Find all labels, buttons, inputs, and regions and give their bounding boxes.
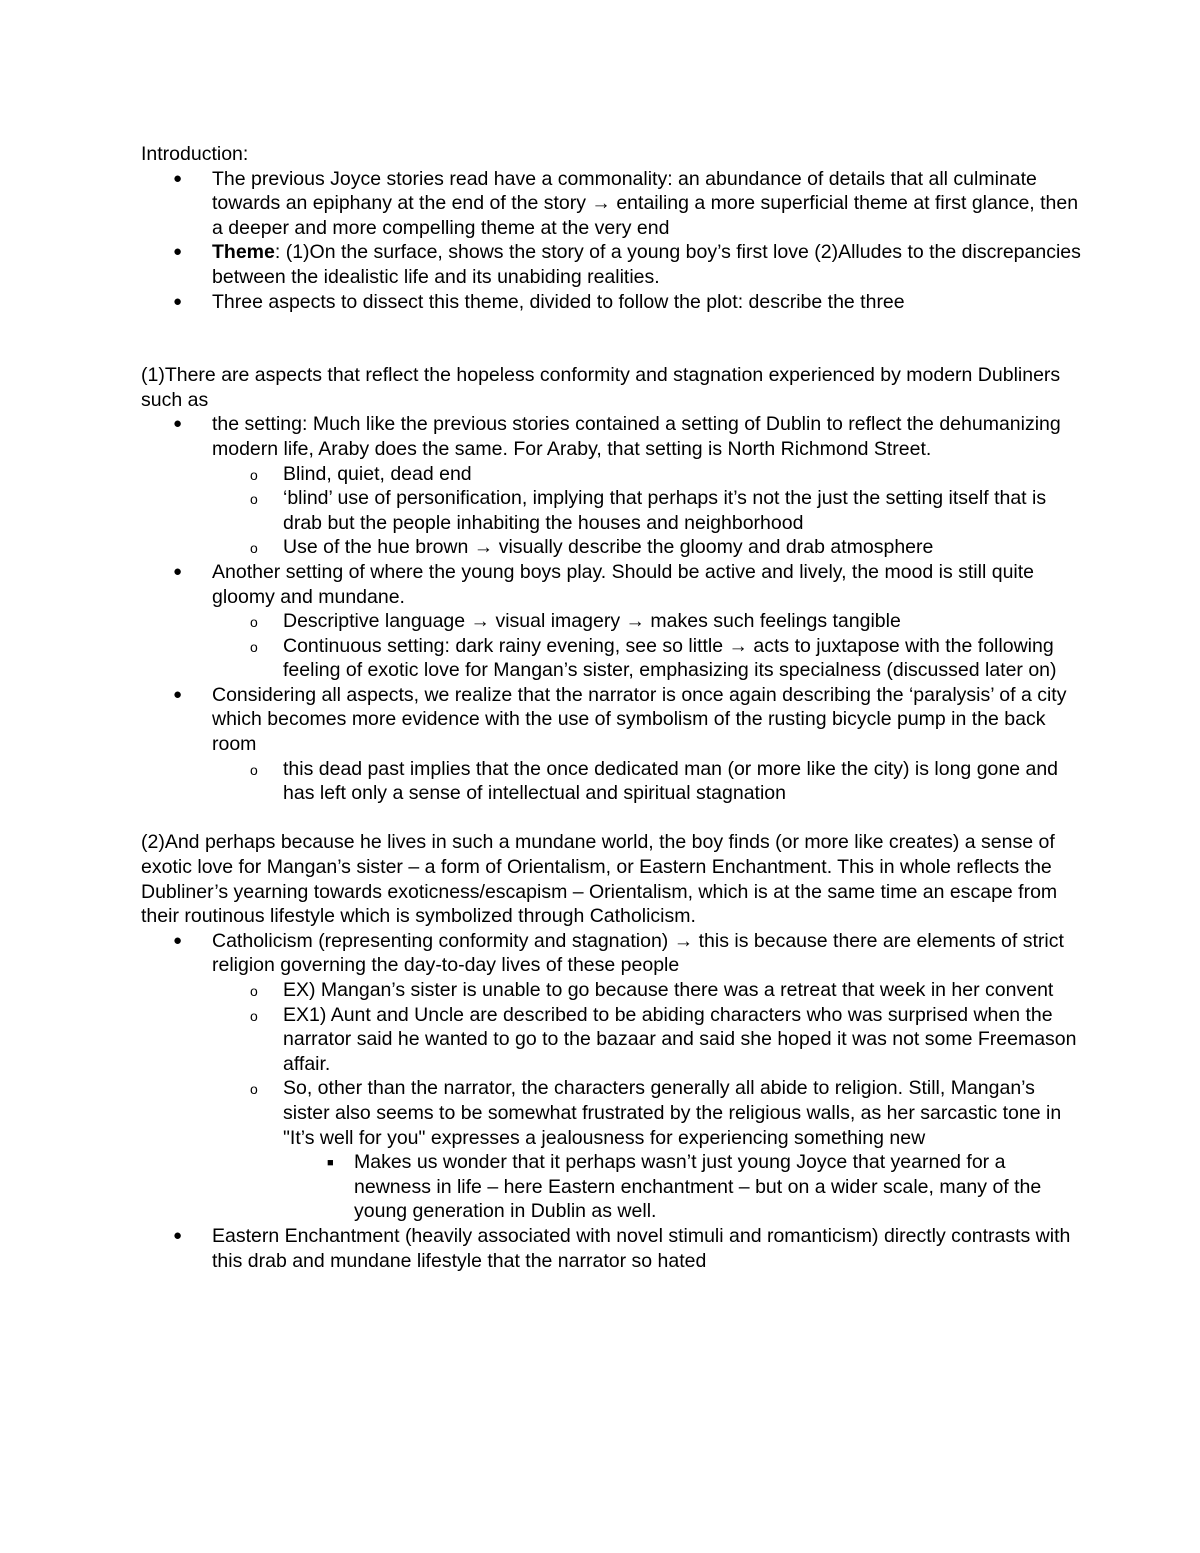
sub-list bbox=[250, 609, 1081, 683]
sub-list-item bbox=[212, 978, 1081, 1003]
sub-sub-list-item bbox=[283, 1150, 1081, 1224]
circle-bullet-icon: o bbox=[250, 614, 258, 631]
sub-list-item bbox=[212, 462, 1081, 487]
circle-bullet-icon: o bbox=[250, 983, 258, 999]
circle-bullet-icon: o bbox=[250, 466, 258, 483]
section2-lead: (2)And perhaps because he lives in such a mundane world, the boy finds (or more like creates) a sense of exotic love for Mangan’s sister – a form of Orientalism, or Eastern Enchantment. This in whole reflects the Dubliner’s yearning towards exoticness/escapism – Orientalism, which is at the same time an escape from their routinous lifestyle which is symbolized through Catholicism. bbox=[141, 831, 1058, 928]
sub-sub-list bbox=[327, 1150, 1081, 1224]
sub-sub-item-text: Makes us wonder that it perhaps wasn’t just young Joyce that yearned for a newness in life – here Eastern enchantment – but on a wider scale, many of the young generation in Dublin as well. bbox=[354, 1151, 1042, 1223]
list-item-text: The previous Joyce stories read have a commonality: an abundance of details that all culminate towards an epiphany at the end of the story → entailing a more superficial theme at first glance, then a deeper and more compelling theme at the very end bbox=[212, 167, 1079, 239]
list-item-text: Catholicism (representing conformity and stagnation) → this is because there are elements of strict religion governing the day-to-day lives of these people bbox=[212, 929, 1064, 977]
sub-item-text: Use of the hue brown → visually describe the gloomy and drab atmosphere bbox=[283, 536, 934, 559]
circle-bullet-icon: o bbox=[250, 1007, 258, 1024]
document-page bbox=[141, 142, 1081, 1273]
list-item-text: : (1)On the surface, shows the story of a young boy’s first love (2)Alludes to the discrepancies between the idealistic life and its unabiding realities. bbox=[212, 241, 1081, 288]
circle-bullet-icon: o bbox=[250, 540, 258, 557]
intro-heading: Introduction: bbox=[141, 143, 249, 165]
circle-bullet-icon: o bbox=[250, 1081, 258, 1098]
list-item bbox=[141, 683, 1081, 806]
list-item-text: Three aspects to dissect this theme, divided to follow the plot: describe the three bbox=[212, 290, 905, 313]
sub-list-item bbox=[212, 609, 1081, 634]
sub-item-text: this dead past implies that the once dedicated man (or more like the city) is long gone and has left only a sense of intellectual and spiritual stagnation bbox=[283, 757, 1059, 805]
sub-list-item bbox=[212, 1076, 1081, 1224]
sub-item-text: EX) Mangan’s sister is unable to go because there was a retreat that week in her convent bbox=[283, 979, 1054, 1001]
sub-list bbox=[250, 757, 1081, 806]
circle-bullet-icon: o bbox=[250, 638, 258, 655]
list-item bbox=[141, 560, 1081, 683]
sub-list bbox=[250, 978, 1081, 1224]
list-item bbox=[141, 240, 1081, 289]
bullet-icon: ● bbox=[173, 415, 183, 433]
sub-list-item bbox=[212, 1003, 1081, 1077]
bullet-icon: ● bbox=[173, 243, 183, 261]
bullet-icon: ● bbox=[173, 292, 183, 310]
circle-bullet-icon: o bbox=[250, 491, 258, 508]
theme-label: Theme bbox=[212, 241, 275, 264]
list-item bbox=[141, 167, 1081, 241]
square-bullet-icon: ■ bbox=[327, 1157, 334, 1170]
list-item bbox=[141, 412, 1081, 560]
bullet-icon: ● bbox=[173, 685, 183, 703]
bullet-icon: ● bbox=[173, 1226, 183, 1244]
circle-bullet-icon: o bbox=[250, 761, 258, 778]
spacer bbox=[141, 806, 1081, 831]
list-item-text: the setting: Much like the previous stories contained a setting of Dublin to reflect the dehumanizing modern life, Araby does the same. For Araby, that setting is North Richmond Street. bbox=[212, 413, 1061, 460]
sub-item-text: Descriptive language → visual imagery → makes such feelings tangible bbox=[283, 610, 901, 633]
list-item bbox=[141, 929, 1081, 1224]
sub-list-item bbox=[212, 757, 1081, 806]
sub-item-text: So, other than the narrator, the characters generally all abide to religion. Still, Mangan’s sister also seems to be somewhat frustrated by the religious walls, as her sarcastic tone in "It’s well for you" expresses a jealousness for experiencing something new bbox=[283, 1077, 1062, 1149]
intro-bullet-list bbox=[141, 167, 1081, 315]
list-item-text: Considering all aspects, we realize that the narrator is once again describing the ‘paralysis’ of a city which becomes more evidence with the use of symbolism of the rusting bicycle pump in the back room bbox=[212, 683, 1067, 756]
sub-list-item bbox=[212, 634, 1081, 683]
list-item bbox=[141, 1224, 1081, 1273]
list-item-text: Eastern Enchantment (heavily associated with novel stimuli and romanticism) directly contrasts with this drab and mundane lifestyle that the narrator so hated bbox=[212, 1224, 1071, 1272]
list-item-text: Another setting of where the young boys play. Should be active and lively, the mood is still quite gloomy and mundane. bbox=[212, 560, 1035, 608]
bullet-icon: ● bbox=[173, 931, 183, 949]
list-item bbox=[141, 290, 1081, 315]
sub-item-text: Continuous setting: dark rainy evening, see so little → acts to juxtapose with the following feeling of exotic love for Mangan’s sister, emphasizing its specialness (discussed later on) bbox=[283, 634, 1057, 682]
bullet-icon: ● bbox=[173, 562, 183, 580]
sub-list bbox=[250, 462, 1081, 560]
spacer bbox=[141, 314, 1081, 363]
section2-bullet-list bbox=[141, 929, 1081, 1273]
sub-list-item bbox=[212, 486, 1081, 535]
section1-bullet-list bbox=[141, 412, 1081, 806]
bullet-icon: ● bbox=[173, 169, 183, 187]
sub-list-item bbox=[212, 535, 1081, 560]
section1-lead: (1)There are aspects that reflect the hopeless conformity and stagnation experienced by modern Dubliners such as bbox=[141, 364, 1061, 411]
sub-item-text: Blind, quiet, dead end bbox=[283, 462, 472, 485]
sub-item-text: ‘blind’ use of personification, implying that perhaps it’s not the just the setting itself that is drab but the people inhabiting the houses and neighborhood bbox=[283, 487, 1047, 534]
sub-item-text: EX1) Aunt and Uncle are described to be abiding characters who was surprised when the narrator said he wanted to go to the bazaar and said she hoped it was not some Freemason affair. bbox=[283, 1003, 1077, 1075]
